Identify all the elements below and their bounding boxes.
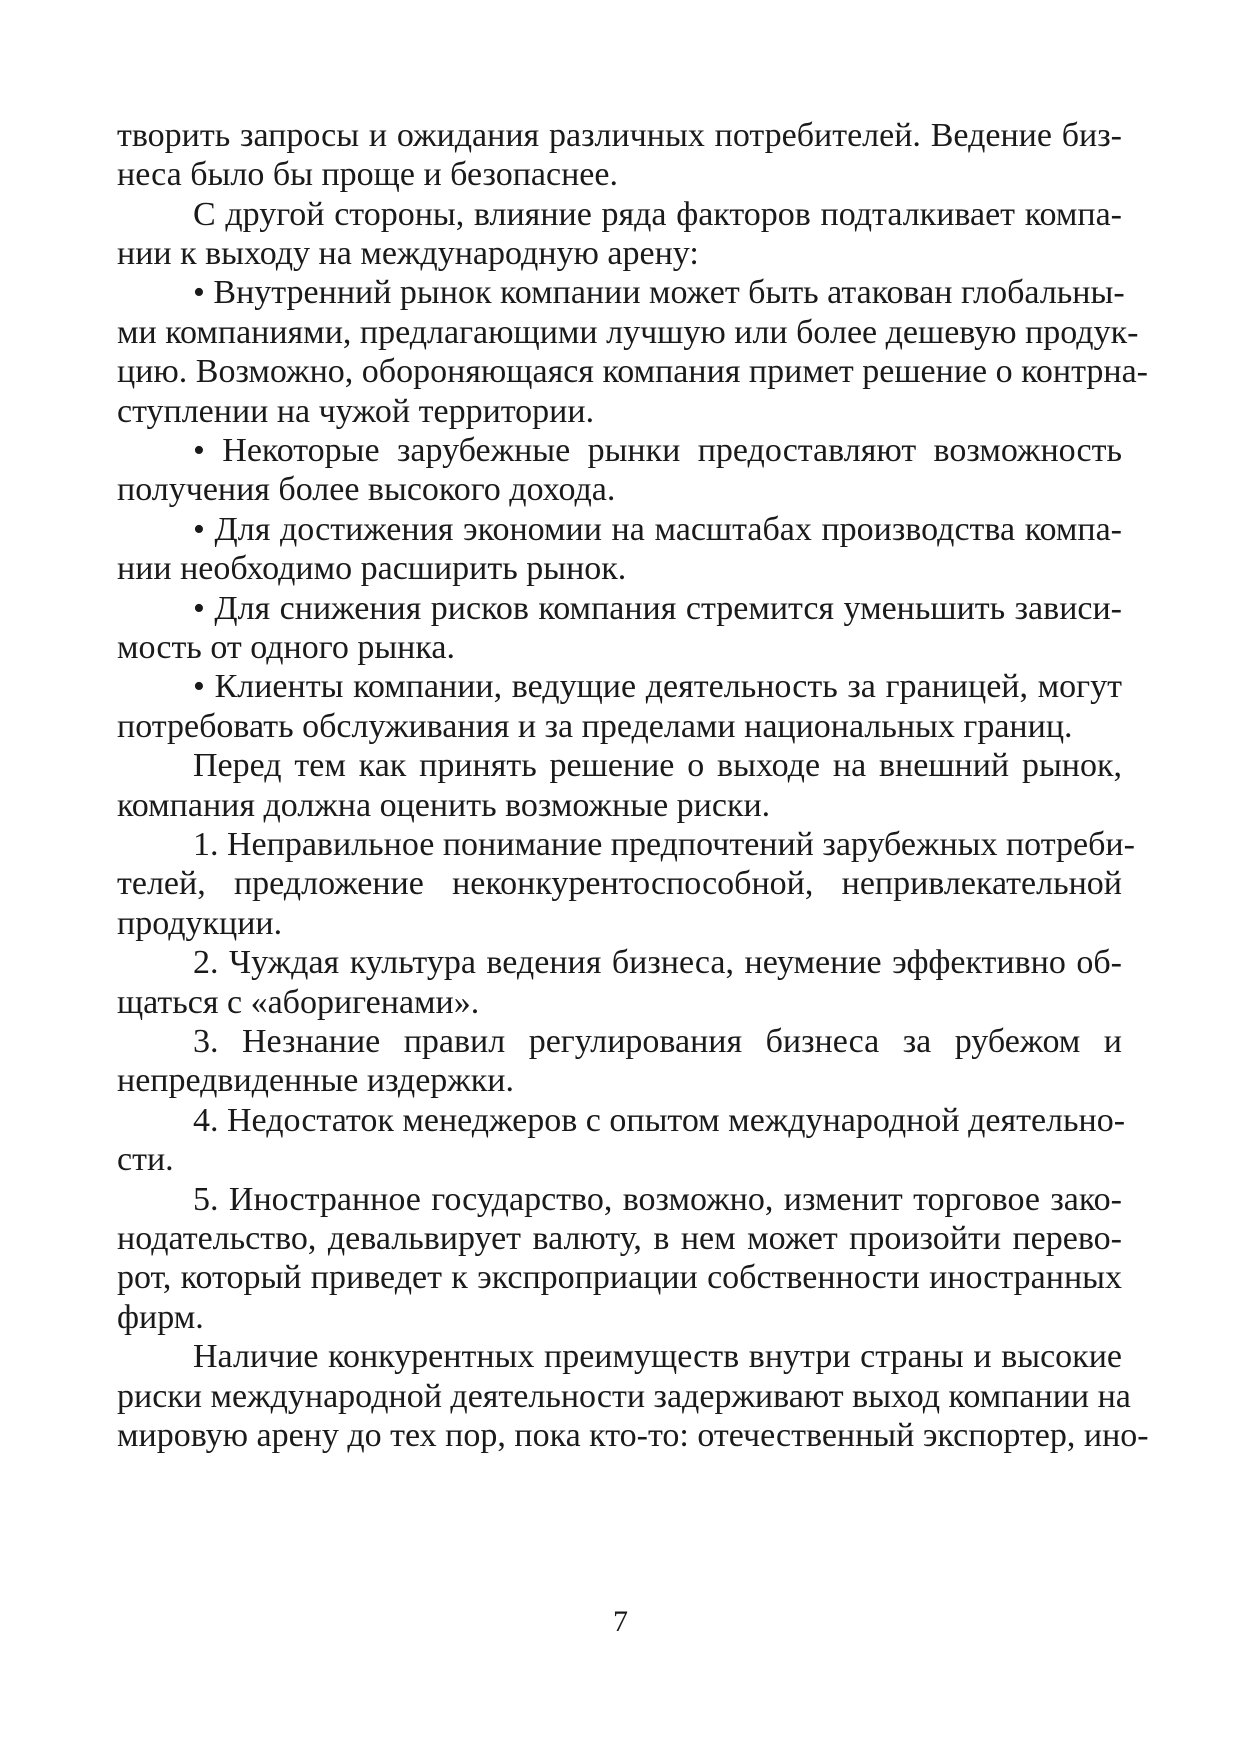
text-line: потребовать обслуживания и за пределами национальных границ. bbox=[117, 708, 1073, 745]
text-line: продукции. bbox=[117, 905, 283, 942]
text-line: С другой стороны, влияние ряда факторов подталкивает компа- bbox=[193, 196, 1122, 233]
text-line: творить запросы и ожидания различных потребителей. Ведение биз- bbox=[117, 117, 1122, 154]
bullet-item: • Для снижения рисков компания стремится уменьшить зависи- bbox=[193, 590, 1122, 627]
text-line: Перед тем как принять решение о выходе на внешний рынок, bbox=[193, 747, 1122, 784]
text-line: ми компаниями, предлагающими лучшую или более дешевую продук- bbox=[117, 314, 1139, 351]
numbered-item: 1. Неправильное понимание предпочтений зарубежных потреби- bbox=[193, 826, 1135, 863]
text-line: непредвиденные издержки. bbox=[117, 1062, 514, 1099]
bullet-item: • Клиенты компании, ведущие деятельность за границей, могут bbox=[193, 668, 1122, 705]
text-line: Наличие конкурентных преимуществ внутри страны и высокие bbox=[193, 1338, 1122, 1375]
bullet-item: • Для достижения экономии на масштабах производства компа- bbox=[193, 511, 1122, 548]
text-line: мость от одного рынка. bbox=[117, 629, 455, 666]
text-line: цию. Возможно, обороняющаяся компания примет решение о контрна- bbox=[117, 353, 1148, 390]
document-page bbox=[117, 114, 1149, 1634]
bullet-item: • Внутренний рынок компании может быть атакован глобальны- bbox=[193, 274, 1125, 311]
text-line: ступлении на чужой территории. bbox=[117, 393, 595, 430]
numbered-item: 5. Иностранное государство, возможно, изменит торговое зако- bbox=[193, 1181, 1122, 1218]
bullet-item: • Некоторые зарубежные рынки предоставляют возможность bbox=[193, 432, 1122, 469]
text-line: щаться с «аборигенами». bbox=[117, 984, 480, 1021]
text-line: получения более высокого дохода. bbox=[117, 471, 616, 508]
numbered-item: 4. Недостаток менеджеров с опытом международной деятельно- bbox=[193, 1102, 1126, 1139]
text-line: телей, предложение неконкурентоспособной, непривлекательной bbox=[117, 865, 1122, 902]
text-line: мировую арену до тех пор, пока кто-то: отечественный экспортер, ино- bbox=[117, 1417, 1149, 1454]
text-line: компания должна оценить возможные риски. bbox=[117, 787, 771, 824]
numbered-item: 3. Незнание правил регулирования бизнеса за рубежом и bbox=[193, 1023, 1122, 1060]
text-line: риски международной деятельности задерживают выход компании на bbox=[117, 1378, 1131, 1415]
page-number: 7 bbox=[613, 1605, 628, 1638]
text-line: рот, который приведет к экспроприации собственности иностранных bbox=[117, 1259, 1122, 1296]
text-line: фирм. bbox=[117, 1299, 204, 1336]
text-line: сти. bbox=[117, 1141, 174, 1178]
text-line: нии необходимо расширить рынок. bbox=[117, 550, 627, 587]
numbered-item: 2. Чуждая культура ведения бизнеса, неумение эффективно об- bbox=[193, 944, 1122, 981]
text-line: неса было бы проще и безопаснее. bbox=[117, 156, 618, 193]
text-line: нии к выходу на международную арену: bbox=[117, 235, 699, 272]
text-line: нодательство, девальвирует валюту, в нем может произойти перево- bbox=[117, 1220, 1122, 1257]
